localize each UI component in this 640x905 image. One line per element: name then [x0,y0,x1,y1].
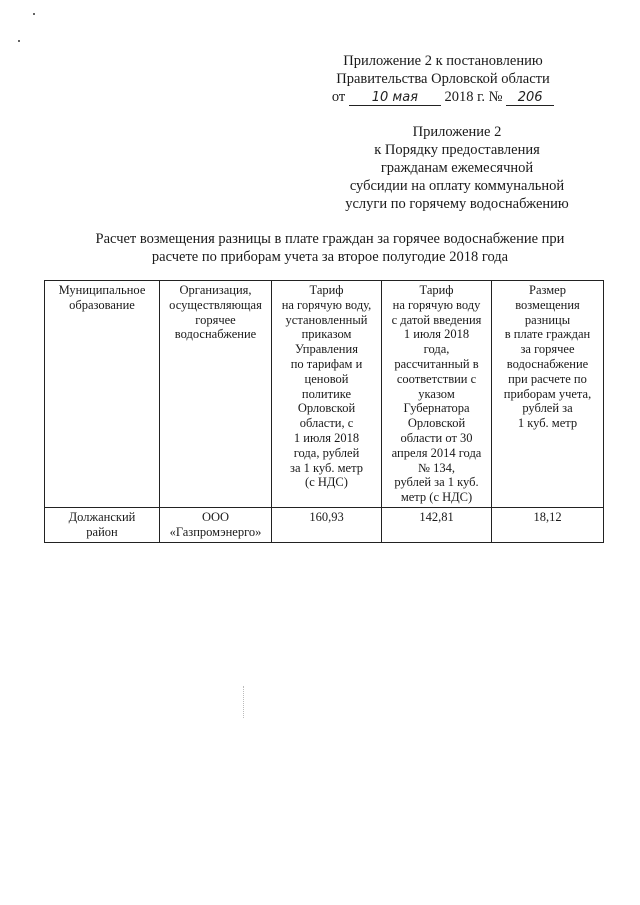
cell-tariff-established: 160,93 [272,507,382,542]
appendix-line-1: Приложение 2 [412,124,502,140]
resolution-header [308,52,578,106]
date-prefix: от [331,89,346,105]
compensation-table [44,280,604,543]
handwritten-number: 206 [506,91,554,106]
cell-difference: 18,12 [492,507,604,542]
table-header-row [45,281,604,508]
title-line-2: расчете по приборам учета за второе полугодие 2018 года [151,249,509,265]
cell-municipality: Должанский район [45,507,160,542]
cell-organization: ООО «Газпромэнерго» [160,507,272,542]
scan-speck [18,40,20,42]
header-line-2: Правительства Орловской области [336,71,550,87]
scan-artifact-dots [243,686,248,718]
header-line-1: Приложение 2 к постановлению [343,53,543,69]
table-row [45,507,604,542]
scan-speck [33,13,35,15]
handwritten-date: 10 мая [349,91,441,106]
column-header-difference: Размер возмещения разницы в плате граждан за горячее водоснабжение при расчете по приборам учета, рублей за 1 куб. метр [492,281,604,508]
document-title [60,230,600,266]
appendix-line-3: гражданам ежемесячной [380,160,534,176]
appendix-line-4: субсидии на оплату коммунальной [349,178,565,194]
appendix-header [332,123,582,213]
cell-tariff-calculated: 142,81 [382,507,492,542]
title-line-1: Расчет возмещения разницы в плате граждан за горячее водоснабжение при [95,231,565,247]
column-header-tariff-established: Тариф на горячую воду, установленный приказом Управления по тарифам и ценовой политике Орловской области, с 1 июля 2018 года, рублей за 1 куб. метр (с НДС) [272,281,382,508]
column-header-municipality: Муниципальное образование [45,281,160,508]
year-text: 2018 г. № [444,89,503,105]
column-header-organization: Организация, осуществляющая горячее водоснабжение [160,281,272,508]
appendix-line-5: услуги по горячему водоснабжению [345,196,569,212]
appendix-line-2: к Порядку предоставления [374,142,540,158]
column-header-tariff-calculated: Тариф на горячую воду с датой введения 1 июля 2018 года, рассчитанный в соответствии с указом Губернатора Орловской области от 30 апреля 2014 года № 134, рублей за 1 куб. метр (с НДС) [382,281,492,508]
header-date-line [308,88,578,106]
